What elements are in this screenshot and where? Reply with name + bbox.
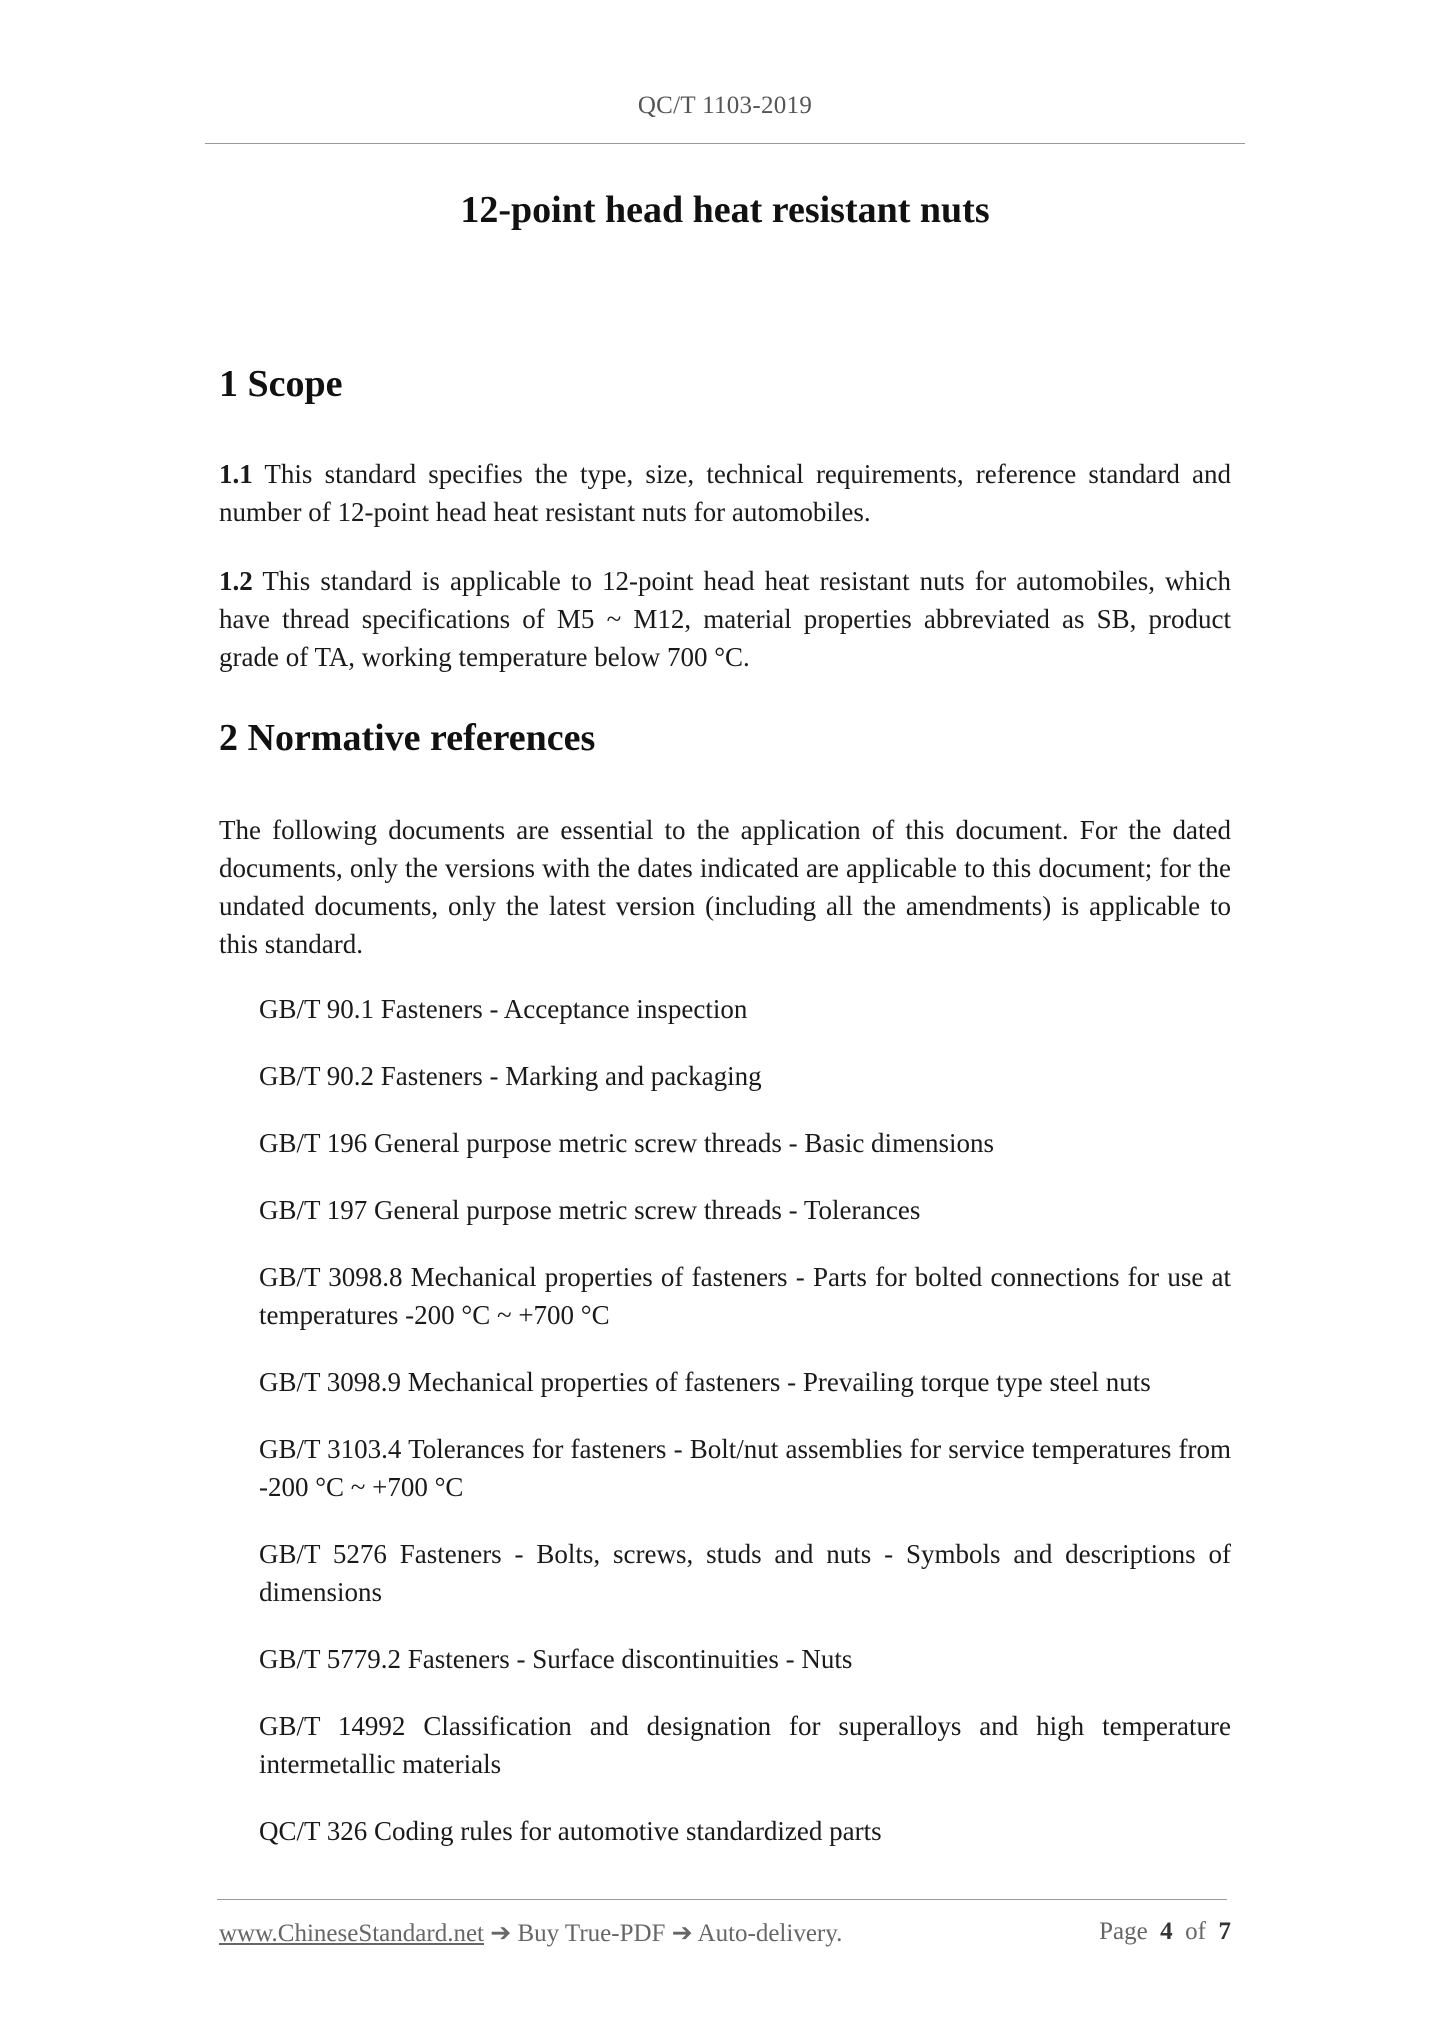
section-heading-normative-references: 2 Normative references <box>219 717 596 759</box>
clause-number: 1.1 <box>219 459 253 489</box>
page-indicator <box>1099 1918 1231 1946</box>
footer-promo <box>219 1918 842 1948</box>
total-page-number: 7 <box>1218 1918 1231 1945</box>
clause-number: 1.2 <box>219 566 253 596</box>
arrow-right-icon: ➔ <box>490 1920 512 1947</box>
clause-text: This standard specifies the type, size, technical requirements, reference standard and number of 12-point head heat resistant nuts for automobiles. <box>219 459 1231 527</box>
reference-item: GB/T 14992 Classification and designation for superalloys and high temperature intermetallic materials <box>259 1711 1231 1779</box>
clause-1-1 <box>219 455 1231 531</box>
reference-item: GB/T 196 General purpose metric screw threads - Basic dimensions <box>259 1128 995 1158</box>
reference-item: GB/T 90.2 Fasteners - Marking and packaging <box>259 1061 762 1091</box>
current-page-number: 4 <box>1160 1918 1173 1945</box>
document-title: 12-point head heat resistant nuts <box>460 189 990 231</box>
normative-intro-paragraph: The following documents are essential to the application of this document. For the dated documents, only the versions with the dates indicated are applicable to this document; for the undated documents, only the latest version (including all the amendments) is applicable to this standard. <box>219 815 1231 959</box>
reference-item: GB/T 5276 Fasteners - Bolts, screws, studs and nuts - Symbols and descriptions of dimensions <box>259 1539 1231 1607</box>
section-heading-scope: 1 Scope <box>219 363 343 405</box>
of-label: of <box>1185 1918 1206 1945</box>
clause-1-2 <box>219 562 1231 676</box>
reference-item: GB/T 3103.4 Tolerances for fasteners - Bolt/nut assemblies for service temperatures from -200 °C ~ +700 °C <box>259 1434 1231 1502</box>
reference-item: QC/T 326 Coding rules for automotive standardized parts <box>259 1816 882 1846</box>
reference-item: GB/T 3098.8 Mechanical properties of fasteners - Parts for bolted connections for use at temperatures -200 °C ~ +700 °C <box>259 1262 1231 1330</box>
auto-delivery-text: Auto-delivery. <box>697 1920 843 1947</box>
reference-item: GB/T 5779.2 Fasteners - Surface discontinuities - Nuts <box>259 1644 853 1674</box>
buy-true-pdf-text: Buy True-PDF <box>517 1920 666 1947</box>
header-divider <box>205 143 1245 144</box>
reference-item: GB/T 197 General purpose metric screw threads - Tolerances <box>259 1195 921 1225</box>
site-link[interactable]: www.ChineseStandard.net <box>219 1920 484 1947</box>
reference-item: GB/T 3098.9 Mechanical properties of fasteners - Prevailing torque type steel nuts <box>259 1367 1151 1397</box>
normative-reference-list <box>259 990 1231 1879</box>
page-label: Page <box>1099 1918 1148 1945</box>
footer-divider <box>217 1899 1227 1900</box>
reference-item: GB/T 90.1 Fasteners - Acceptance inspection <box>259 994 748 1024</box>
page-header-standard-code: QC/T 1103-2019 <box>637 92 813 119</box>
arrow-right-icon: ➔ <box>671 1920 693 1947</box>
clause-text: This standard is applicable to 12-point head heat resistant nuts for automobiles, which have thread specifications of M5 ~ M12, material properties abbreviated as SB, product grade of TA, working temperature below 700 °C. <box>219 566 1231 672</box>
